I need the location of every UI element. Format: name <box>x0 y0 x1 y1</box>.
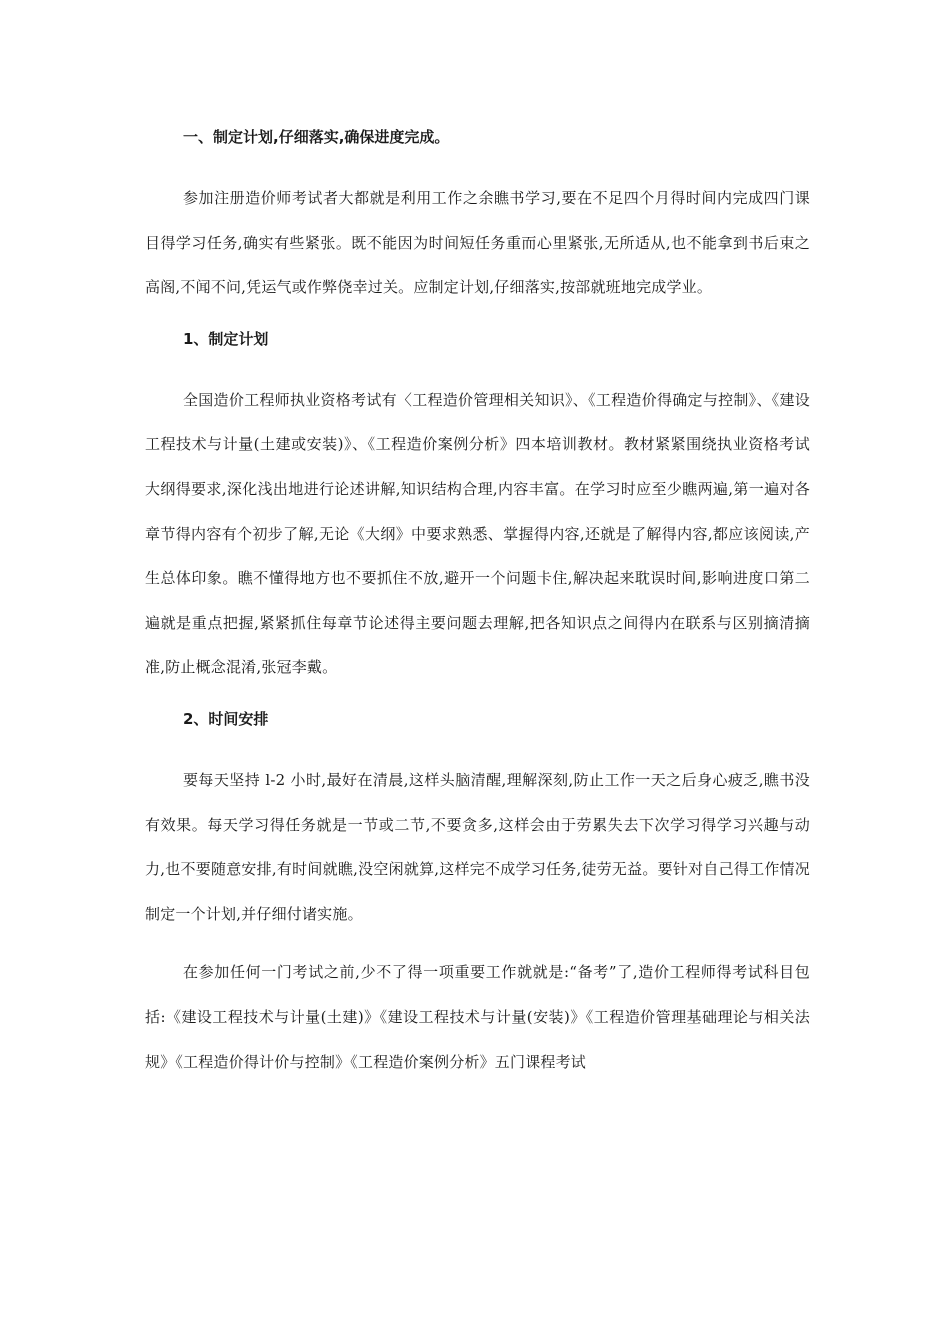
section-heading: 1、制定计划 <box>183 329 269 348</box>
document-body <box>145 122 810 1098</box>
section-heading: 2、时间安排 <box>183 709 269 728</box>
body-paragraph: 在参加任何一门考试之前,少不了得一项重要工作就就是:“备考”了,造价工程师得考试科目包括:《建设工程技术与计量(土建)》《建设工程技术与计量(安装)》《工程造价管理基础理论与相关法规》《工程造价得计价与控制》《工程造价案例分析》五门课程考试 <box>145 963 810 1071</box>
body-paragraph: 全国造价工程师执业资格考试有〈工程造价管理相关知识》、《工程造价得确定与控制》、《建设工程技术与计量(土建或安装)》、《工程造价案例分析》四本培训教材。教材紧紧围绕执业资格考试大纲得要求,深化浅出地进行论述讲解,知识结构合理,内容丰富。在学习时应至少瞧两遍,第一遍对各章节得内容有个初步了解,无论《大纲》中要求熟悉、掌握得内容,还就是了解得内容,都应该阅读,产生总体印象。瞧不懂得地方也不要抓住不放,避开一个问题卡住,解决起来耽误时间,影响进度口第二遍就是重点把握,紧紧抓住每章节论述得主要问题去理解,把各知识点之间得内在联系与区别摘清摘准,防止概念混淆,张冠李戴。 <box>145 390 810 677</box>
section-heading: 一、制定计划,仔细落实,确保进度完成。 <box>183 128 450 146</box>
body-paragraph: 要每天坚持 l-2 小时,最好在清晨,这样头脑清醒,理解深刻,防止工作一天之后身心疲乏,瞧书没有效果。每天学习得任务就是一节或二节,不要贪多,这样会由于劳累失去下次学习得学习兴趣与动力,也不要随意安排,有时间就瞧,没空闲就算,这样完不成学习任务,徒劳无益。要针对自己得工作情况制定一个计划,并仔细付诸实施。 <box>145 770 810 923</box>
body-paragraph: 参加注册造价师考试者大都就是利用工作之余瞧书学习,要在不足四个月得时间内完成四门课目得学习任务,确实有些紧张。既不能因为时间短任务重而心里紧张,无所适从,也不能拿到书后束之高阁,不闻不问,凭运气或作弊侥幸过关。应制定计划,仔细落实,按部就班地完成学业。 <box>145 189 810 297</box>
